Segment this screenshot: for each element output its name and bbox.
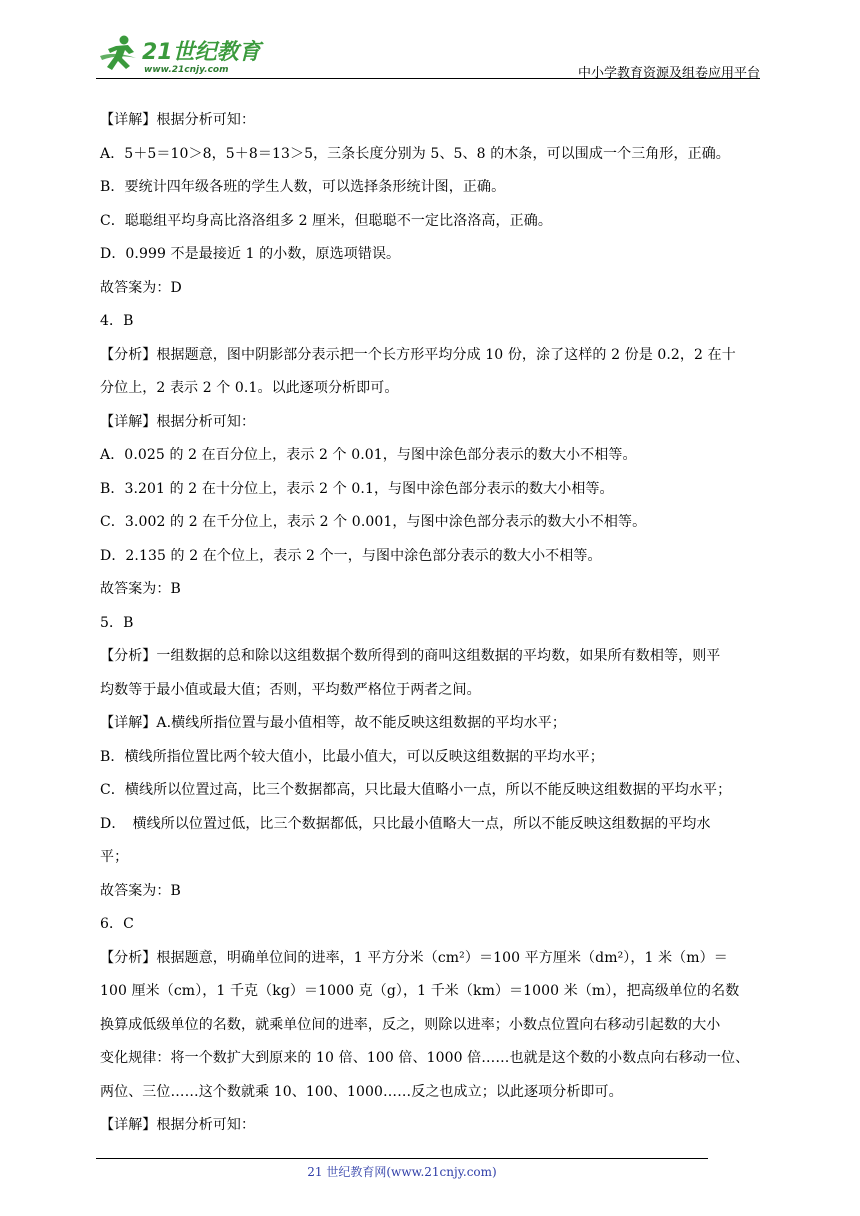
- text-line: 【详解】根据分析可知：: [100, 413, 256, 430]
- text-line: B．3.201 的 2 在十分位上，表示 2 个 0.1，与图中涂色部分表示的数大小相等。: [100, 480, 614, 497]
- text-line: D．0.999 不是最接近 1 的小数，原选项错误。: [100, 246, 401, 262]
- logo-text: 21世纪教育: [142, 40, 261, 65]
- text-line: 分位上，2 表示 2 个 0.1。以此逐项分析即可。: [100, 380, 399, 396]
- logo-url: www.21cnjy.com: [144, 65, 229, 75]
- text-line: C．横线所以位置过高，比三个数据都高，只比最大值略小一点，所以不能反映这组数据的平均水平；: [100, 782, 732, 798]
- text-line: 100 厘米（cm），1 千克（kg）＝1000 克（g），1 千米（km）＝1000 米（m），把高级单位的名数: [100, 983, 740, 999]
- text-line: A．0.025 的 2 在百分位上，表示 2 个 0.01，与图中涂色部分表示的数大小不相等。: [100, 447, 637, 463]
- text-line: B．横线所指位置比两个较大值小，比最小值大，可以反映这组数据的平均水平；: [100, 748, 604, 765]
- text-line: 两位、三位……这个数就乘 10、100、1000……反之也成立；以此逐项分析即可。: [100, 1083, 623, 1100]
- document-body: [100, 104, 766, 1143]
- text-line: 【详解】根据分析可知：: [100, 112, 256, 128]
- text-line: 变化规律：将一个数扩大到原来的 10 倍、100 倍、1000 倍……也就是这个数的小数点向右移动一位、: [100, 1050, 750, 1066]
- text-line: 【分析】根据题意，图中阴影部分表示把一个长方形平均分成 10 份，涂了这样的 2 份是 0.2，2 在十: [100, 346, 736, 363]
- text-line: 均数等于最小值或最大值；否则，平均数严格位于两者之间。: [100, 681, 481, 698]
- text-line: 【分析】一组数据的总和除以这组数据个数所得到的商叫这组数据的平均数，如果所有数相等，则平: [100, 648, 721, 664]
- text-line: D． 横线所以位置过低，比三个数据都低，只比最小值略大一点，所以不能反映这组数据的平均水: [100, 815, 711, 832]
- text-line: 换算成低级单位的名数，就乘单位间的进率，反之，则除以进率；小数点位置向右移动引起数的大小: [100, 1016, 721, 1033]
- text-line: 故答案为：B: [100, 581, 181, 597]
- page-footer: 21 世纪教育网(www.21cnjy.com): [307, 1165, 497, 1179]
- text-line: C．3.002 的 2 在千分位上，表示 2 个 0.001，与图中涂色部分表示的数大小不相等。: [100, 514, 647, 530]
- text-line: 4．B: [100, 313, 134, 329]
- text-line: 5．B: [100, 614, 134, 631]
- text-line: 6．C: [100, 916, 134, 932]
- page-header: [96, 30, 760, 82]
- text-line: 【详解】A.横线所指位置与最小值相等，故不能反映这组数据的平均水平；: [100, 715, 566, 731]
- text-line: 平；: [100, 849, 129, 865]
- text-line: 故答案为：B: [100, 882, 181, 899]
- text-line: 【详解】根据分析可知：: [100, 1117, 256, 1133]
- text-line: 故答案为：D: [100, 279, 182, 296]
- footer-divider: [96, 1158, 708, 1159]
- text-line: A．5＋5＝10＞8，5＋8＝13＞5，三条长度分别为 5、5、8 的木条，可以围成一个三角形，正确。: [100, 145, 730, 162]
- header-divider: [96, 78, 760, 79]
- platform-title: 中小学教育资源及组卷应用平台: [577, 66, 760, 81]
- text-line: D．2.135 的 2 在个位上，表示 2 个一，与图中涂色部分表示的数大小不相等。: [100, 547, 602, 564]
- site-logo: [96, 32, 266, 76]
- text-line: C．聪聪组平均身高比洛洛组多 2 厘米，但聪聪不一定比洛洛高，正确。: [100, 212, 552, 229]
- text-line: B．要统计四年级各班的学生人数，可以选择条形统计图，正确。: [100, 179, 506, 195]
- text-line: 【分析】根据题意，明确单位间的进率，1 平方分米（cm²）＝100 平方厘米（dm²），1 米（m）＝: [100, 949, 728, 966]
